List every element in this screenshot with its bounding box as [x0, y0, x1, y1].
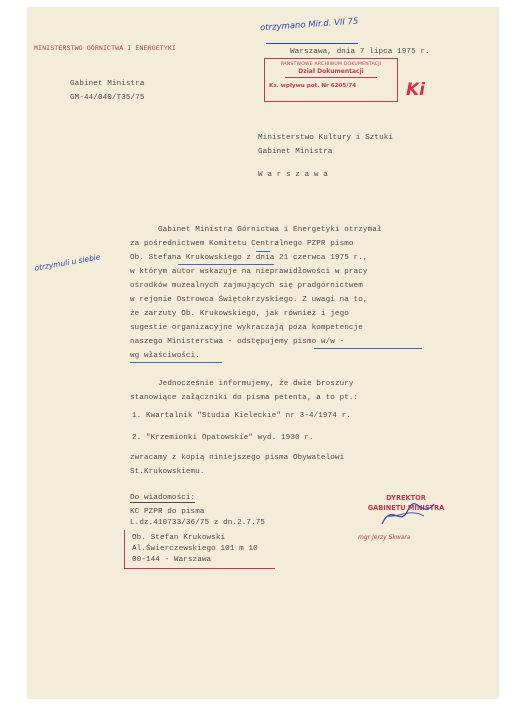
- body-line: sugestie organizacyjne wykraczają poza kompetencje: [130, 324, 363, 332]
- reference-number: GM-44/040/T35/75: [70, 94, 145, 102]
- sender-cabinet: Gabinet Ministra: [70, 80, 145, 88]
- stamp-line-1: PAŃSTWOWE ARCHIWUM DOKUMENTACJI: [280, 62, 382, 67]
- blue-underline: [178, 264, 274, 265]
- cc-heading: Do wiadomości:: [130, 494, 196, 502]
- cc-address-line: Ob. Stefan Krukowski: [132, 534, 226, 542]
- body-line: stanowiące załączniki do pisma petenta, a to pt.:: [130, 394, 359, 402]
- cc-address-line: 00-144 - Warszawa: [132, 556, 212, 564]
- director-subtitle: GABINETU MINISTRA: [367, 504, 445, 512]
- registration-stamp: [264, 58, 398, 102]
- stamp-line-3: Ks. wpływu pot. Nr 6205/74: [269, 83, 357, 89]
- letter-page: [28, 8, 498, 698]
- body-line: Jednocześnie informujemy, że dwie broszury: [158, 380, 354, 388]
- body-line: za pośrednictwem Komitetu Centralnego PZPR pismo: [130, 240, 354, 248]
- body-line-underlined: Ob. Stefana Krukowskiego z dnia 21 czerwca 1975 r.,: [130, 254, 368, 262]
- director-name: mgr Jerzy Skwara: [358, 534, 411, 541]
- handwritten-ki-mark: Ki: [406, 80, 426, 100]
- stamp-line-2: Dział Dokumentacji: [285, 68, 377, 78]
- blue-underline: [130, 362, 222, 363]
- blue-underline: [314, 348, 422, 349]
- recipient-city: W a r s z a w a: [258, 171, 328, 179]
- body-line: w którym autor wskazuje na nieprawidłowości w pracy: [130, 268, 368, 276]
- cc-line: L.dz.410733/36/75 z dn.2.7.75: [130, 519, 266, 527]
- body-line: wg właściwości.: [130, 352, 200, 360]
- handwritten-received-note: otrzymano Mir.d. VII 75: [259, 16, 359, 34]
- handwritten-signature: [378, 498, 438, 532]
- attachment-item-2: 2. "Krzemionki Opatowskie" wyd. 1930 r.: [132, 434, 314, 442]
- body-line: w rejonie Ostrowca Świętokrzyskiego. Z uwagi na to,: [130, 296, 368, 304]
- attachment-item-1: 1. Kwartalnik "Studia Kieleckie" nr 3-4/1974 r.: [132, 412, 351, 420]
- handwritten-underline: [266, 43, 358, 44]
- body-line: naszego Ministerstwa - odstępujemy pismo w/w -: [130, 338, 345, 346]
- director-title: DYREKTOR: [386, 494, 426, 502]
- place-and-date: Warszawa, dnia 7 lipca 1975 r.: [290, 48, 430, 56]
- body-line: St.Krukowskiemu.: [130, 468, 205, 476]
- blue-underline: [256, 251, 270, 252]
- cc-line: KC PZPR do pisma: [130, 508, 205, 516]
- recipient-institution: Ministerstwo Kultury i Sztuki: [258, 134, 394, 142]
- ministry-letterhead: MINISTERSTWO GÓRNICTWA I ENERGETYKI: [34, 45, 176, 52]
- recipient-cabinet: Gabinet Ministra: [258, 148, 333, 156]
- body-line: ośrodków muzealnych zajmujących się pradgórnictwem: [130, 282, 363, 290]
- body-line: zwracamy z kopią niniejszego pisma Obywatelowi: [130, 454, 345, 462]
- body-line: że zarzuty Ob. Krukowskiego, jak również i jego: [130, 310, 349, 318]
- body-line: Gabinet Ministra Górnictwa i Energetyki otrzymał: [158, 226, 382, 234]
- handwritten-margin-note: otrzymuli u siebie: [33, 252, 102, 273]
- cc-address-line: Al.Świerczewskiego 101 m 10: [132, 545, 258, 553]
